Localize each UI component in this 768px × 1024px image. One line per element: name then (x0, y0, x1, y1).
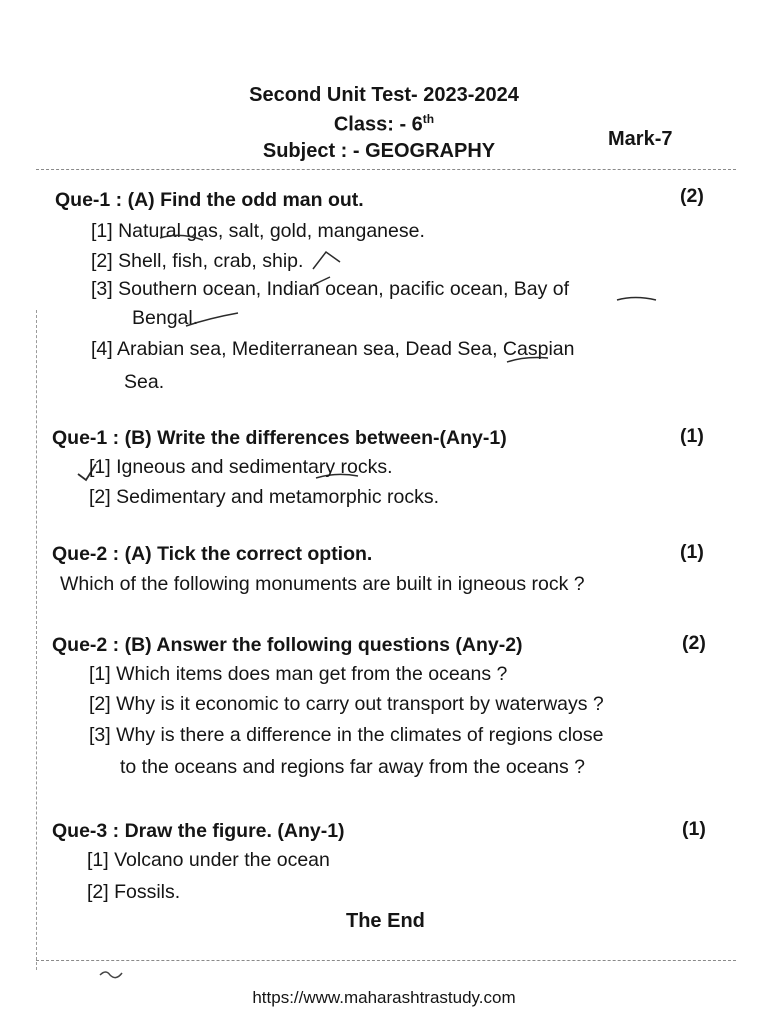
q1a-item-4: [4] Arabian sea, Mediterranean sea, Dead Sea, Caspian (91, 338, 575, 360)
footer-url[interactable]: https://www.maharashtrastudy.com (252, 988, 516, 1007)
q2a-question: Which of the following monuments are built in igneous rock ? (60, 573, 585, 595)
exam-title: Second Unit Test- 2023-2024 (249, 84, 519, 106)
q2b-item-3: [3] Why is there a difference in the climates of regions close (89, 724, 604, 746)
q1b-item-1: [1] Igneous and sedimentary rocks. (89, 456, 393, 478)
q3-item-1: [1] Volcano under the ocean (87, 849, 330, 871)
q1a-item-2: [2] Shell, fish, crab, ship. (91, 250, 304, 272)
subject-line: Subject : - GEOGRAPHY (262, 140, 496, 162)
pen-mark-indian (313, 277, 330, 285)
q1a-marks: (2) (680, 185, 704, 207)
class-superscript: th (422, 112, 435, 126)
q1a-heading: Que-1 : (A) Find the odd man out. (55, 189, 364, 211)
q2a-heading: Que-2 : (A) Tick the correct option. (52, 543, 373, 565)
q1b-heading: Que-1 : (B) Write the differences between-(Any-1) (52, 427, 507, 449)
pen-mark-ship (313, 252, 340, 269)
pen-underline-bengal (186, 313, 238, 326)
q2a-marks: (1) (680, 541, 704, 563)
q2b-heading: Que-2 : (B) Answer the following questions (Any-2) (52, 634, 523, 656)
q2b-item-3-cont: to the oceans and regions far away from the oceans ? (120, 756, 586, 778)
q1a-item-3: [3] Southern ocean, Indian ocean, pacific ocean, Bay of (91, 278, 570, 300)
q1a-item-1: [1] Natural gas, salt, gold, manganese. (91, 220, 425, 242)
class-label: Class: - 6 (333, 113, 423, 136)
q3-marks: (1) (682, 818, 706, 840)
pen-underline-natural (160, 235, 203, 240)
q1a-item-4-cont: Sea. (124, 371, 165, 393)
pen-underline-dead-sea (507, 358, 548, 363)
pen-underline-bay (617, 298, 656, 301)
q3-heading: Que-3 : Draw the figure. (Any-1) (52, 820, 345, 842)
q3-item-2: [2] Fossils. (87, 881, 181, 903)
q2b-item-2: [2] Why is it economic to carry out transport by waterways ? (89, 693, 604, 715)
total-marks: Mark-7 (608, 128, 673, 150)
q1a-item-3-cont: Bengal. (132, 307, 199, 329)
q1b-marks: (1) (680, 425, 704, 447)
footer-divider (36, 960, 736, 961)
q2b-item-1: [1] Which items does man get from the oceans ? (89, 663, 508, 685)
q1b-item-2: [2] Sedimentary and metamorphic rocks. (89, 486, 440, 508)
end-text: The End (346, 910, 425, 932)
page-scribble (100, 972, 122, 978)
q2b-marks: (2) (682, 632, 706, 654)
